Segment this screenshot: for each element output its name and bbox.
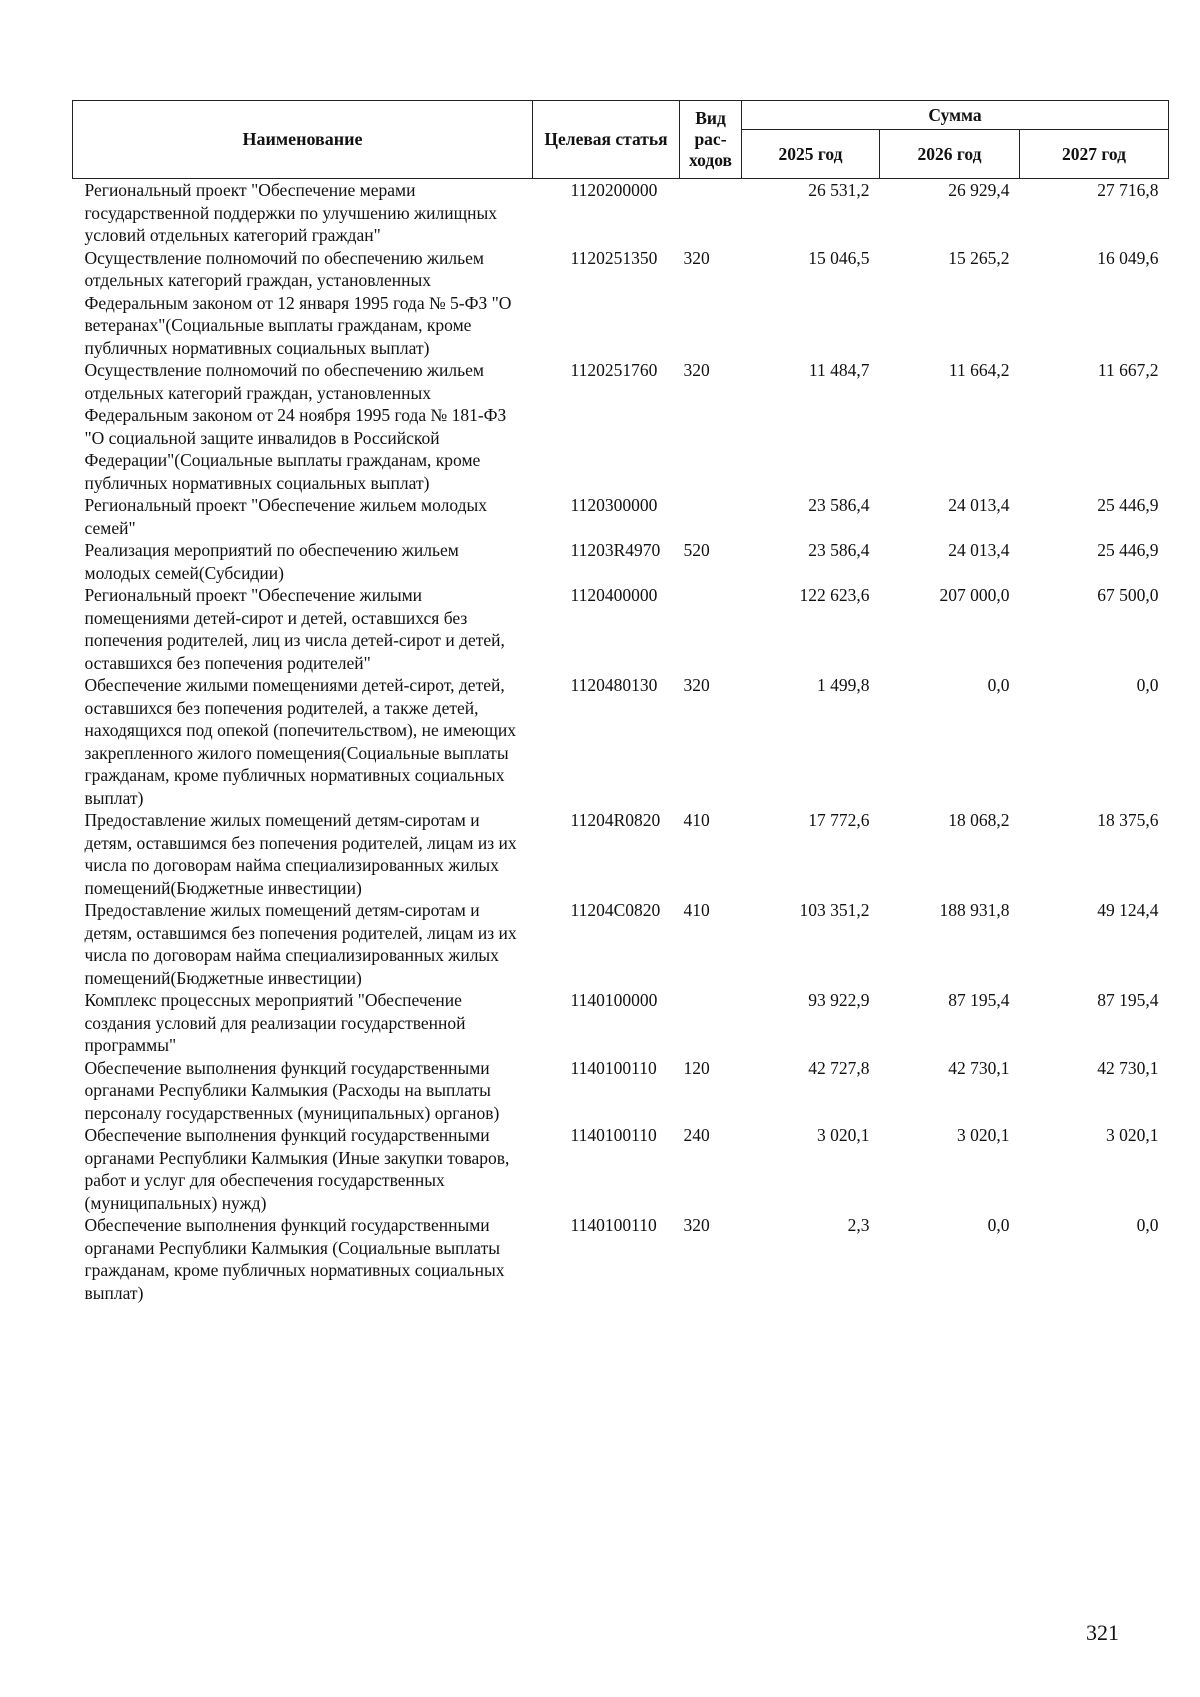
row-amount-2026: 18 068,2 — [948, 810, 1010, 830]
row-amount-2026: 24 013,4 — [948, 540, 1010, 560]
row-amount-2025: 23 586,4 — [808, 495, 870, 515]
row-amount-2026: 15 265,2 — [948, 247, 1010, 268]
row-expense-type — [680, 584, 742, 674]
row-amount-2027: 11 667,2 — [1097, 360, 1159, 380]
row-amount-2026: 0,0 — [987, 675, 1010, 695]
row-amount-2025: 26 531,2 — [808, 180, 870, 200]
row-target-code: 1120300000 — [570, 495, 658, 515]
row-name: Осуществление полномочий по обеспечению жильем отдельных категорий граждан, установленных Федеральным законом от 12 января 1995 года № 5-ФЗ "О ветеранах"(Социальные выплаты гражданам, кроме публичных нормативных социальных выплат) — [84, 247, 512, 358]
row-target-code: 1120400000 — [570, 585, 658, 605]
row-expense-type: 240 — [683, 1125, 710, 1145]
row-expense-type — [680, 494, 742, 539]
header-year-2025: 2025 год — [742, 130, 880, 179]
row-amount-2025: 17 772,6 — [808, 810, 870, 830]
row-amount-2026: 3 020,1 — [957, 1125, 1010, 1145]
row-amount-2025: 93 922,9 — [808, 990, 870, 1010]
row-amount-2025: 1 499,8 — [817, 675, 870, 695]
row-amount-2027: 0,0 — [1136, 675, 1159, 695]
row-expense-type: 410 — [683, 900, 710, 920]
row-expense-type: 410 — [683, 810, 710, 830]
row-amount-2025: 11 484,7 — [808, 360, 870, 380]
header-vid: Вид рас-ходов — [680, 101, 742, 179]
row-target-code: 1120200000 — [570, 180, 658, 200]
row-amount-2026: 26 929,4 — [948, 180, 1010, 200]
table-row — [73, 359, 1169, 494]
table-row — [73, 899, 1169, 989]
row-amount-2025: 122 623,6 — [799, 585, 870, 605]
budget-table — [72, 100, 1169, 1304]
row-name: Предоставление жилых помещений детям-сиротам и детям, оставшимся без попечения родителей, лицам из их числа по договорам найма специализированных жилых помещений(Бюджетные инвестиции) — [84, 900, 517, 988]
row-expense-type: 320 — [683, 247, 710, 268]
row-expense-type: 120 — [683, 1057, 710, 1078]
row-target-code: 1140100110 — [570, 1125, 657, 1145]
row-amount-2025: 23 586,4 — [808, 540, 870, 560]
row-amount-2026: 11 664,2 — [948, 360, 1010, 380]
row-amount-2026: 207 000,0 — [939, 585, 1010, 605]
row-expense-type: 520 — [683, 540, 710, 560]
table-row — [73, 1057, 1169, 1125]
table-row — [73, 809, 1169, 899]
row-expense-type: 320 — [683, 675, 710, 695]
row-amount-2027: 0,0 — [1136, 1215, 1159, 1235]
row-target-code: 1120251350 — [570, 247, 658, 268]
row-expense-type — [680, 989, 742, 1057]
row-amount-2027: 87 195,4 — [1097, 990, 1159, 1010]
row-target-code: 1120480130 — [570, 675, 658, 695]
table-row — [73, 584, 1169, 674]
row-target-code: 11203R4970 — [570, 540, 661, 560]
table-row — [73, 179, 1169, 247]
row-amount-2026: 87 195,4 — [948, 990, 1010, 1010]
row-amount-2027: 42 730,1 — [1097, 1057, 1159, 1078]
row-amount-2027: 25 446,9 — [1097, 540, 1159, 560]
row-amount-2026: 24 013,4 — [948, 495, 1010, 515]
table-row — [73, 247, 1169, 360]
row-name: Обеспечение выполнения функций государственными органами Республики Калмыкия (Социальные выплаты гражданам, кроме публичных нормативных социальных выплат) — [84, 1215, 505, 1303]
row-name: Обеспечение жилыми помещениями детей-сирот, детей, оставшихся без попечения родителей, а также детей, находящихся под опекой (попечительством), не имеющих закрепленного жилого помещения(Социальные выплаты гражданам, кроме публичных нормативных социальных выплат) — [84, 675, 517, 808]
row-name: Обеспечение выполнения функций государственными органами Республики Калмыкия (Иные закупки товаров, работ и услуг для обеспечения государственных (муниципальных) нужд) — [84, 1125, 510, 1213]
table-row — [73, 989, 1169, 1057]
row-amount-2027: 27 716,8 — [1097, 180, 1159, 200]
row-amount-2025: 3 020,1 — [817, 1125, 870, 1145]
row-target-code: 1140100000 — [570, 990, 658, 1010]
row-expense-type: 320 — [683, 360, 710, 380]
table-row — [73, 674, 1169, 809]
row-name: Комплекс процессных мероприятий "Обеспечение создания условий для реализации государственной программы" — [84, 990, 466, 1055]
row-amount-2025: 2,3 — [847, 1215, 870, 1235]
table-row — [73, 539, 1169, 584]
row-amount-2025: 15 046,5 — [808, 247, 870, 268]
row-amount-2026: 0,0 — [987, 1215, 1010, 1235]
row-amount-2027: 25 446,9 — [1097, 495, 1159, 515]
header-year-2026: 2026 год — [880, 130, 1020, 179]
header-name: Наименование — [73, 101, 533, 179]
row-amount-2025: 42 727,8 — [808, 1057, 870, 1078]
table-header — [73, 101, 1169, 179]
row-expense-type: 320 — [683, 1215, 710, 1235]
table-body — [73, 179, 1169, 1305]
row-name: Региональный проект "Обеспечение мерами государственной поддержки по улучшению жилищных условий отдельных категорий граждан" — [84, 180, 497, 245]
row-amount-2026: 42 730,1 — [948, 1057, 1010, 1078]
row-target-code: 1140100110 — [570, 1215, 657, 1235]
row-name: Предоставление жилых помещений детям-сиротам и детям, оставшимся без попечения родителей, лицам из их числа по договорам найма специализированных жилых помещений(Бюджетные инвестиции) — [84, 810, 517, 898]
row-amount-2027: 3 020,1 — [1106, 1125, 1159, 1145]
row-name: Реализация мероприятий по обеспечению жильем молодых семей(Субсидии) — [84, 540, 459, 583]
header-sum: Сумма — [742, 101, 1169, 130]
row-amount-2025: 103 351,2 — [799, 900, 870, 920]
budget-page — [72, 100, 1168, 1304]
row-target-code: 1120251760 — [570, 360, 658, 380]
row-name: Региональный проект "Обеспечение жилыми помещениями детей-сирот и детей, оставшихся без попечения родителей, лиц из числа детей-сирот и детей, оставшихся без попечения родителей" — [84, 585, 505, 673]
row-name: Обеспечение выполнения функций государственными органами Республики Калмыкия (Расходы на выплаты персоналу государственных (муниципальных) органов) — [84, 1057, 500, 1123]
row-target-code: 11204R0820 — [570, 810, 661, 830]
row-name: Региональный проект "Обеспечение жильем молодых семей" — [84, 495, 487, 538]
row-amount-2027: 18 375,6 — [1097, 810, 1159, 830]
row-amount-2027: 16 049,6 — [1097, 247, 1159, 268]
page-number: 321 — [1086, 1620, 1119, 1645]
row-amount-2027: 49 124,4 — [1097, 900, 1159, 920]
row-amount-2026: 188 931,8 — [939, 900, 1010, 920]
row-name: Осуществление полномочий по обеспечению жильем отдельных категорий граждан, установленных Федеральным законом от 24 ноября 1995 года № 181-ФЗ "О социальной защите инвалидов в Российской Федерации"(Социальные выплаты гражданам, кроме публичных нормативных социальных выплат) — [84, 360, 507, 493]
header-code: Целевая статья — [533, 101, 680, 179]
table-row — [73, 494, 1169, 539]
row-expense-type — [680, 179, 742, 247]
row-target-code: 11204C0820 — [570, 900, 661, 920]
table-row — [73, 1124, 1169, 1214]
row-amount-2027: 67 500,0 — [1097, 585, 1159, 605]
header-year-2027: 2027 год — [1020, 130, 1169, 179]
row-target-code: 1140100110 — [570, 1057, 657, 1078]
table-row — [73, 1214, 1169, 1304]
